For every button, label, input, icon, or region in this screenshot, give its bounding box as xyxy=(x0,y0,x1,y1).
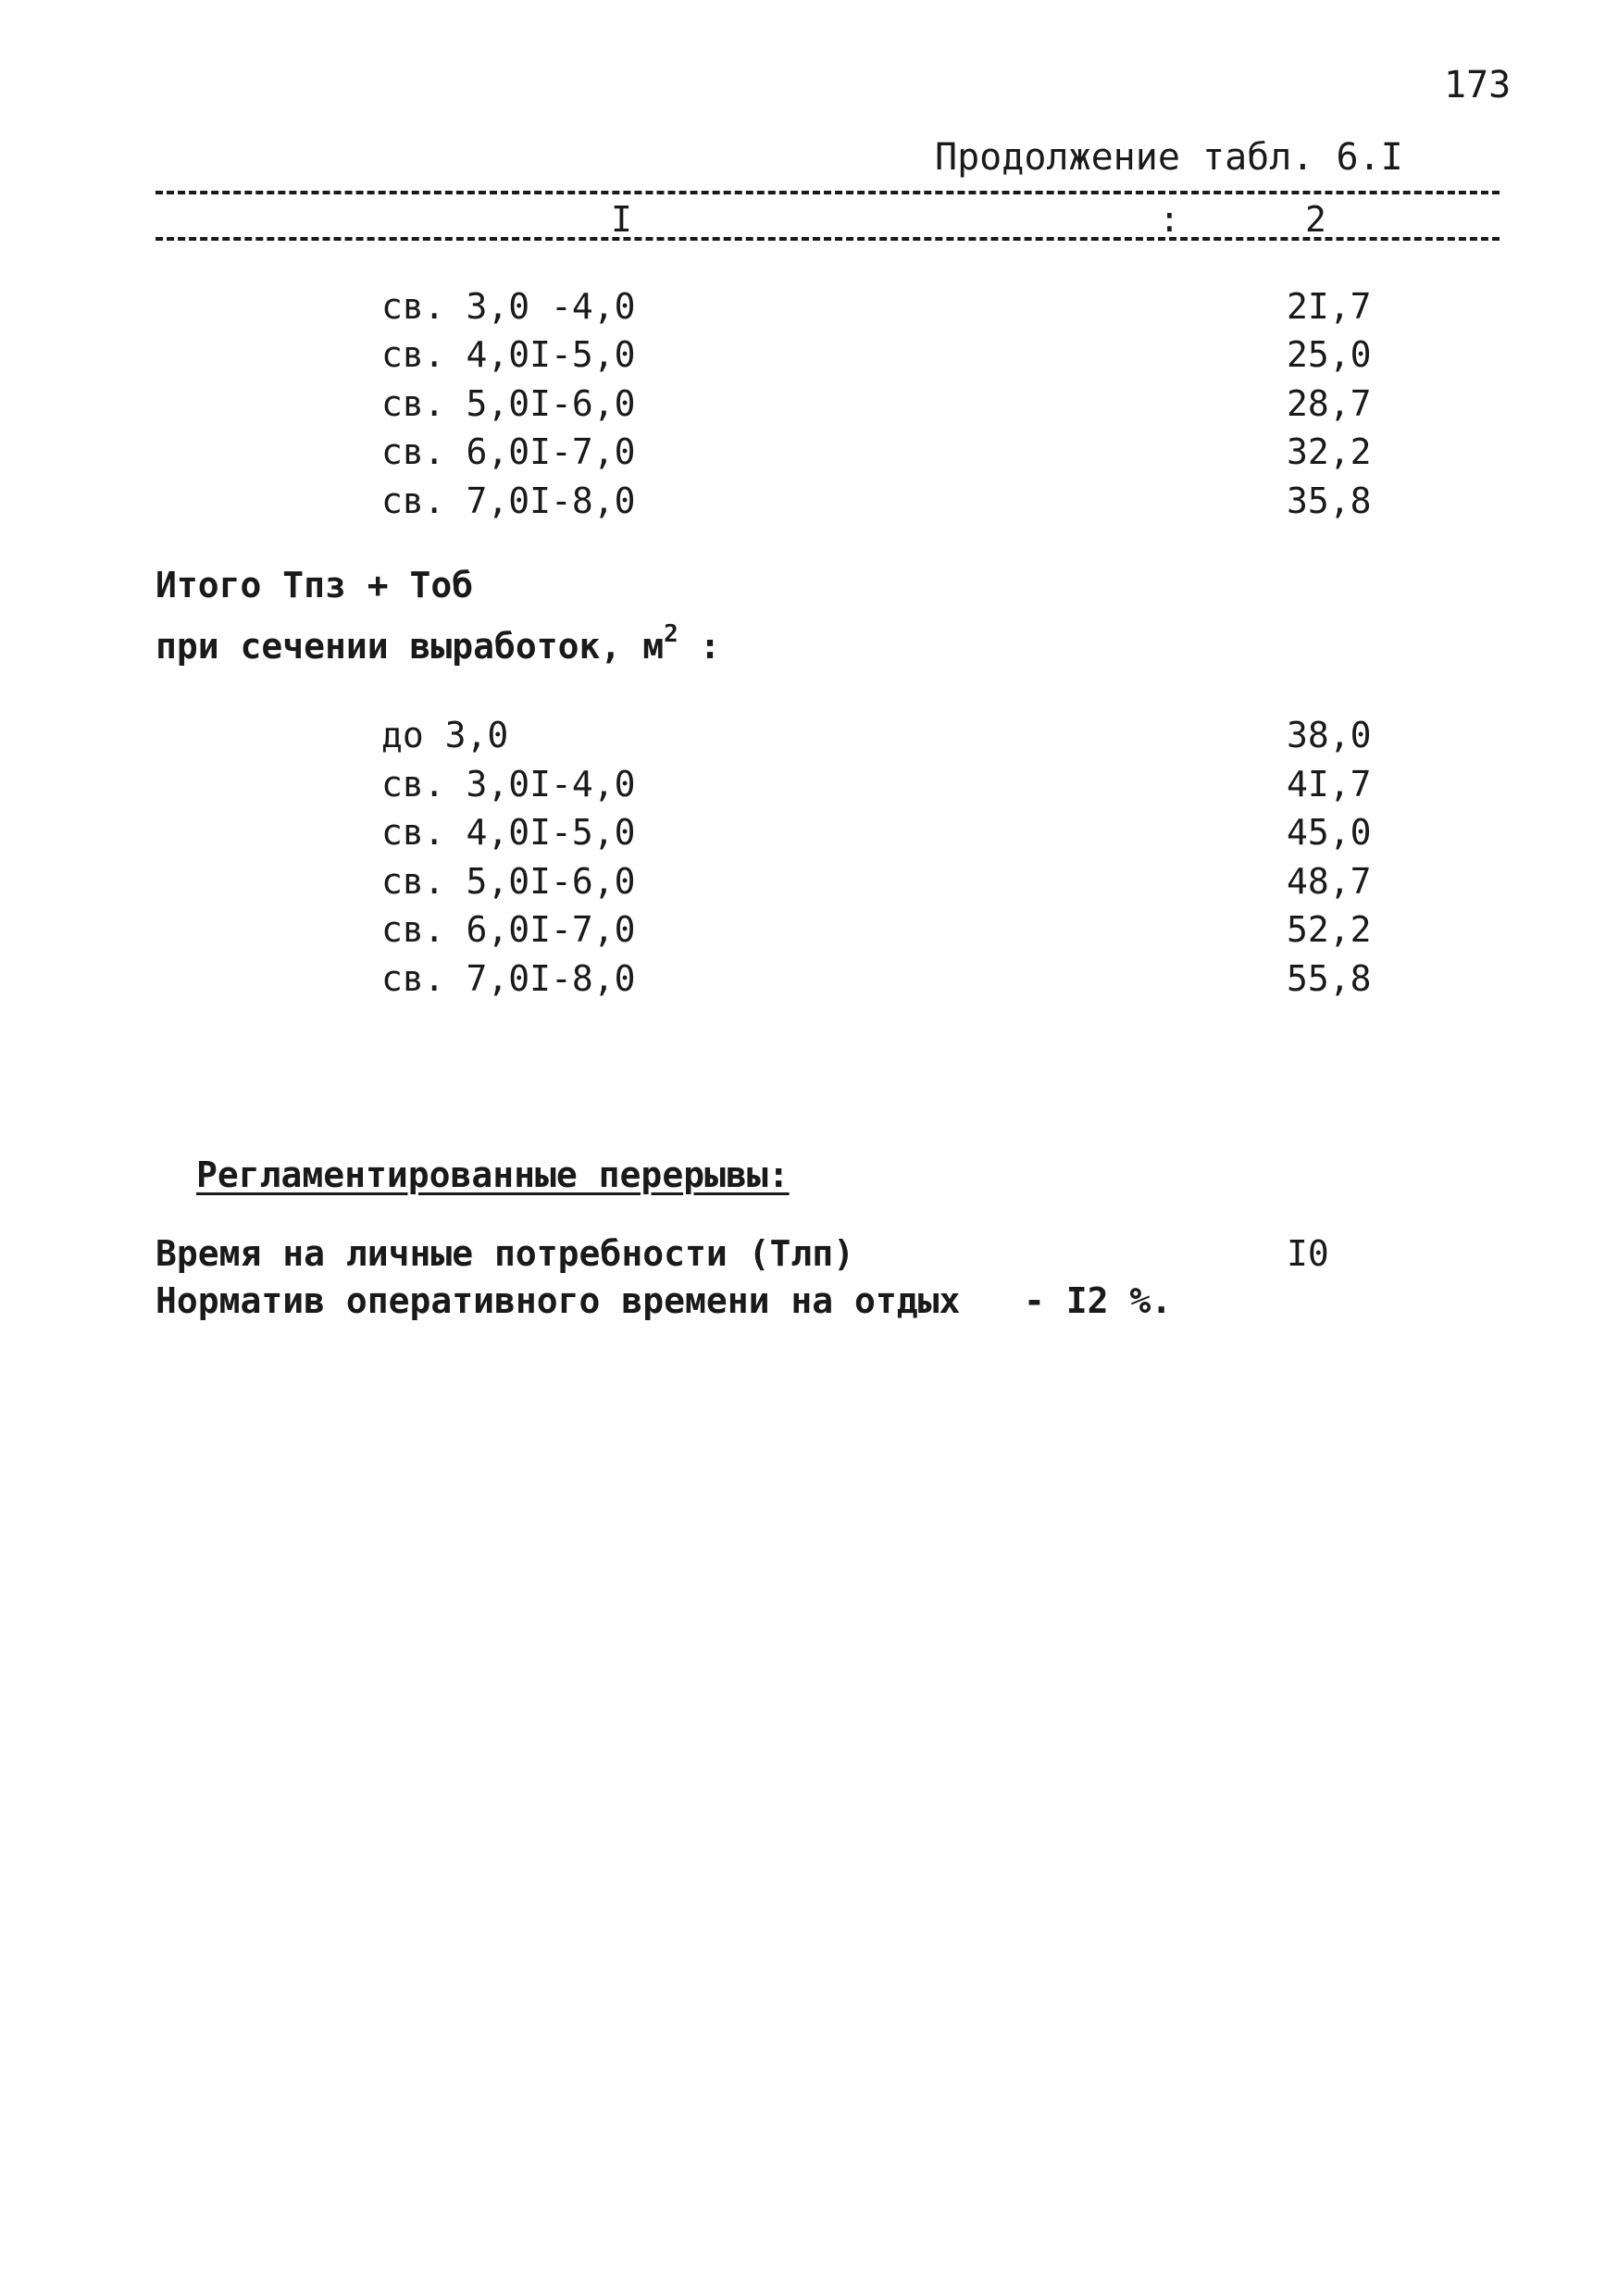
personal-needs-value: I0 xyxy=(1287,1233,1329,1274)
table-row-value: 28,7 xyxy=(1287,383,1372,424)
table-row-value: 35,8 xyxy=(1287,480,1372,521)
page-number: 173 xyxy=(1444,64,1512,106)
total-line-2 xyxy=(156,620,721,667)
table-row-value: 55,8 xyxy=(1287,958,1372,999)
table-row-value: 52,2 xyxy=(1287,909,1372,950)
column-header-1: I xyxy=(611,199,632,240)
table-row-value: 32,2 xyxy=(1287,431,1372,472)
header-bottom-rule xyxy=(156,237,1500,241)
rest-norm-line: Норматив оперативного времени на отдых - I2 %. xyxy=(156,1280,1173,1321)
table-row-value: 38,0 xyxy=(1287,715,1372,755)
table-row-label: св. 5,0I-6,0 xyxy=(381,861,636,902)
table-row-label: св. 6,0I-7,0 xyxy=(381,909,636,950)
table-row-value: 45,0 xyxy=(1287,812,1372,853)
table-row-label: св. 6,0I-7,0 xyxy=(381,431,636,472)
total-line-2-text: при сечении выработок, м xyxy=(156,626,665,667)
personal-needs-label: Время на личные потребности (Тлп) xyxy=(156,1233,854,1274)
column-separator: : xyxy=(1159,199,1180,240)
total-superscript: 2 xyxy=(664,620,678,648)
table-row-label: до 3,0 xyxy=(381,715,509,755)
table-row-label: св. 4,0I-5,0 xyxy=(381,812,636,853)
table-row-label: св. 4,0I-5,0 xyxy=(381,334,636,375)
table-row-value: 25,0 xyxy=(1287,334,1372,375)
column-header-2: 2 xyxy=(1305,199,1326,240)
total-colon: : xyxy=(678,626,721,667)
table-row-label: св. 7,0I-8,0 xyxy=(381,480,636,521)
header-top-rule xyxy=(156,191,1500,194)
table-row-value: 2I,7 xyxy=(1287,286,1372,327)
breaks-heading: Регламентированные перерывы: xyxy=(196,1154,790,1195)
table-row-label: св. 7,0I-8,0 xyxy=(381,958,636,999)
table-row-label: св. 5,0I-6,0 xyxy=(381,383,636,424)
table-row-value: 4I,7 xyxy=(1287,764,1372,805)
table-caption: Продолжение табл. 6.I xyxy=(935,136,1403,179)
total-line-1: Итого Тпз + Тоб xyxy=(156,565,474,605)
table-row-label: св. 3,0 -4,0 xyxy=(381,286,636,327)
table-row-value: 48,7 xyxy=(1287,861,1372,902)
table-row-label: св. 3,0I-4,0 xyxy=(381,764,636,805)
